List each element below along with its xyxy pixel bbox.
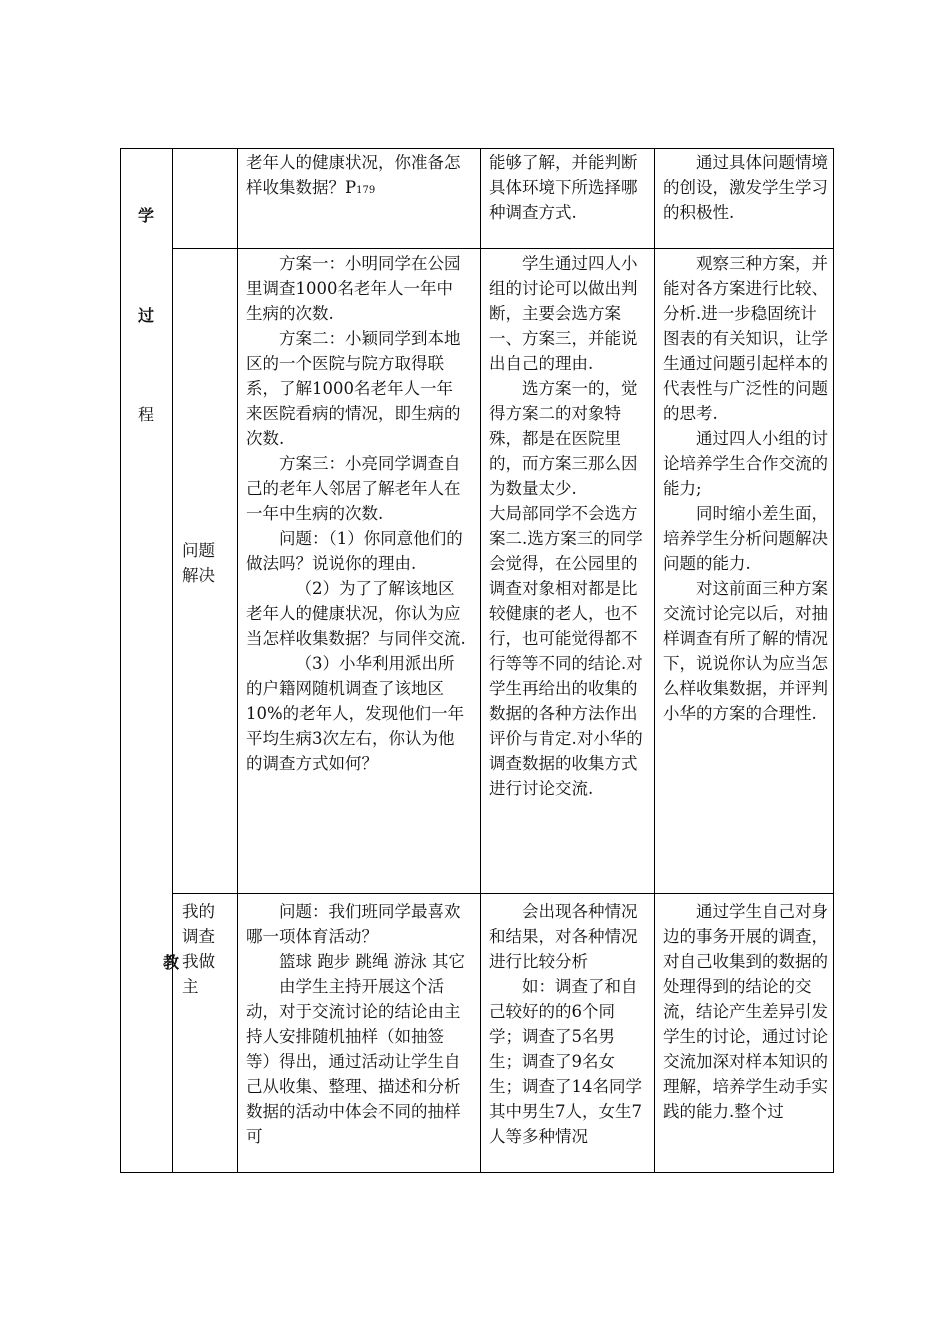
side-label-cheng: 程 — [138, 405, 155, 424]
row2-student-p1: 学生通过四人小组的讨论可以做出判断，主要会选方案一、方案三，并能说出自己的理由. — [489, 254, 638, 373]
row2-content — [246, 251, 468, 776]
table-border-bottom — [120, 1172, 834, 1173]
row3-intent-text: 通过学生自己对身边的事务开展的调查，对自己收集到的数据的处理得到的结论的交流，结论产生差异引发学生的讨论，通过讨论交流加深对样本知识的理解，培养学生动手实践的能力.整个过 — [663, 902, 828, 1121]
row1-intent-text: 通过具体问题情境的创设，激发学生学习的积极性. — [663, 153, 828, 222]
row1-student — [489, 150, 645, 225]
row3-content-p2: 篮球 跑步 跳绳 游泳 其它 — [279, 952, 465, 971]
row2-content-p6: （3）小华利用派出所的户籍网随机调查了该地区10%的老年人，发现他们一年平均生病3次左右，你认为他的调查方式如何？ — [246, 654, 465, 773]
table-border-top — [120, 148, 834, 149]
row2-intent — [663, 251, 831, 726]
row1-content-sub: 179 — [356, 185, 376, 196]
row3-content-p1: 问题：我们班同学最喜欢哪一项体育活动？ — [246, 902, 461, 946]
row3-student-p2: 如：调查了和自己较好的的6个同学；调查了5名男生；调查了9名女生；调查了14名同学其中男生7人，女生7人等多种情况 — [489, 977, 642, 1146]
row-divider-1 — [172, 248, 834, 249]
row2-stage-label — [182, 538, 224, 588]
table-border-left — [120, 148, 121, 1173]
row2-student-p2: 选方案一的，觉得方案二的对象特殊，都是在医院里的，而方案三那么因为数量太少. — [489, 379, 638, 498]
row3-stage-text: 我的调查我做主 — [182, 902, 215, 996]
row2-stage-text: 问题解决 — [182, 541, 215, 585]
table-divider-1 — [172, 148, 173, 1173]
row3-intent — [663, 899, 831, 1124]
row2-intent-p4: 对这前面三种方案交流讨论完以后，对抽样调查有所了解的情况下，说说你认为应当怎么样收集数据，并评判小华的方案的合理性. — [663, 579, 828, 723]
row2-student — [489, 251, 645, 801]
row2-content-p4: 问题：（1）你同意他们的做法吗？说说你的理由. — [246, 529, 463, 573]
row3-content-p3: 由学生主持开展这个活动，对于交流讨论的结论由主持人安排随机抽样（如抽签等）得出，通过活动让学生自己从收集、整理、描述和分析数据的活动中体会不同的抽样可 — [246, 977, 461, 1146]
row-divider-2 — [172, 893, 834, 894]
table-divider-2 — [237, 148, 238, 1173]
table-divider-3 — [480, 148, 481, 1173]
row3-student-p1: 会出现各种情况和结果，对各种情况进行比较分析 — [489, 902, 638, 971]
row3-student — [489, 899, 645, 1149]
table-divider-4 — [654, 148, 655, 1173]
row3-content — [246, 899, 468, 1149]
row2-content-p2: 方案二：小颖同学到本地区的一个医院与院方取得联系，了解1000名老年人一年来医院看病的情况，即生病的次数. — [246, 329, 461, 448]
side-label-guo: 过 — [138, 306, 155, 325]
row2-intent-p1: 观察三种方案，并能对各方案进行比较、分析.进一步稳固统计图表的有关知识，让学生通过问题引起样本的代表性与广泛性的问题的思考. — [663, 254, 828, 423]
row1-intent — [663, 150, 831, 225]
row2-student-p3: 大局部同学不会选方案二.选方案三的同学会觉得，在公园里的调查对象相对都是比较健康的老人，也不行，也可能觉得都不行等等不同的结论.对学生再给出的收集的数据的各种方法作出评价与肯定.对小华的调查数据的收集方式进行讨论交流. — [489, 504, 643, 798]
row2-content-p1: 方案一：小明同学在公园里调查1000名老年人一年中生病的次数. — [246, 254, 461, 323]
row2-intent-p3: 同时缩小差生面，培养学生分析问题解决问题的能力. — [663, 504, 828, 573]
row1-content-text: 老年人的健康状况，你准备怎样收集数据？P — [246, 153, 461, 197]
row1-student-text: 能够了解，并能判断具体环境下所选择哪种调查方式. — [489, 153, 638, 222]
row2-content-p5: （2）为了了解该地区老年人的健康状况，你认为应当怎样收集数据？与同伴交流. — [246, 579, 466, 648]
row3-stage-label — [182, 899, 222, 999]
side-label-jiao: 教 — [163, 953, 180, 972]
row1-content — [246, 150, 468, 203]
row2-content-p3: 方案三：小亮同学调查自己的老年人邻居了解老年人在一年中生病的次数. — [246, 454, 461, 523]
table-border-right — [833, 148, 834, 1173]
side-label-xue: 学 — [138, 206, 155, 225]
row2-intent-p2: 通过四人小组的讨论培养学生合作交流的能力; — [663, 429, 828, 498]
